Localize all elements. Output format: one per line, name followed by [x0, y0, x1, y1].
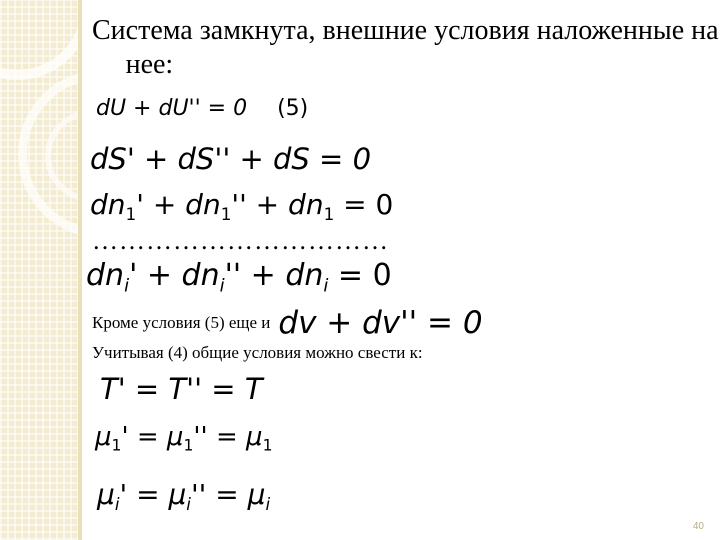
decorative-sidebar [0, 0, 78, 540]
equation-entropy: dS' + dS'' + dS = 0 [90, 142, 372, 176]
sidebar-edge [78, 0, 82, 540]
condition-text: Кроме условия (5) еще и [92, 313, 271, 332]
equation-temperature: T' = T'' = T [100, 372, 263, 406]
equation-mui: $\mu_i' = \mu_i'' = \mu_i$ [97, 478, 271, 514]
equation-tag: (5) [277, 96, 309, 121]
equation-energy [96, 96, 308, 121]
condition-row [92, 305, 483, 341]
equation-volume: dv + dv'' = 0 [278, 305, 483, 341]
decorative-circle [0, 0, 78, 80]
ellipsis-line: …………………………… [92, 226, 389, 255]
general-conditions-text: Учитывая (4) общие условия можно свести к: [92, 343, 423, 362]
slide-title: Система замкнута, внешние условия наложенные на нее: [92, 15, 719, 80]
equation-mu1: $\mu_1' = \mu_1'' = \mu_1$ [95, 422, 273, 455]
page-number: 40 [692, 521, 704, 532]
equation-n1: $dn_1' + dn_1'' + dn_1 = 0$ [90, 188, 394, 224]
equation-energy-text: dU + dU'' = 0 [96, 96, 248, 121]
equation-ni: $dn_i' + dn_i'' + dn_i = 0$ [86, 258, 392, 297]
